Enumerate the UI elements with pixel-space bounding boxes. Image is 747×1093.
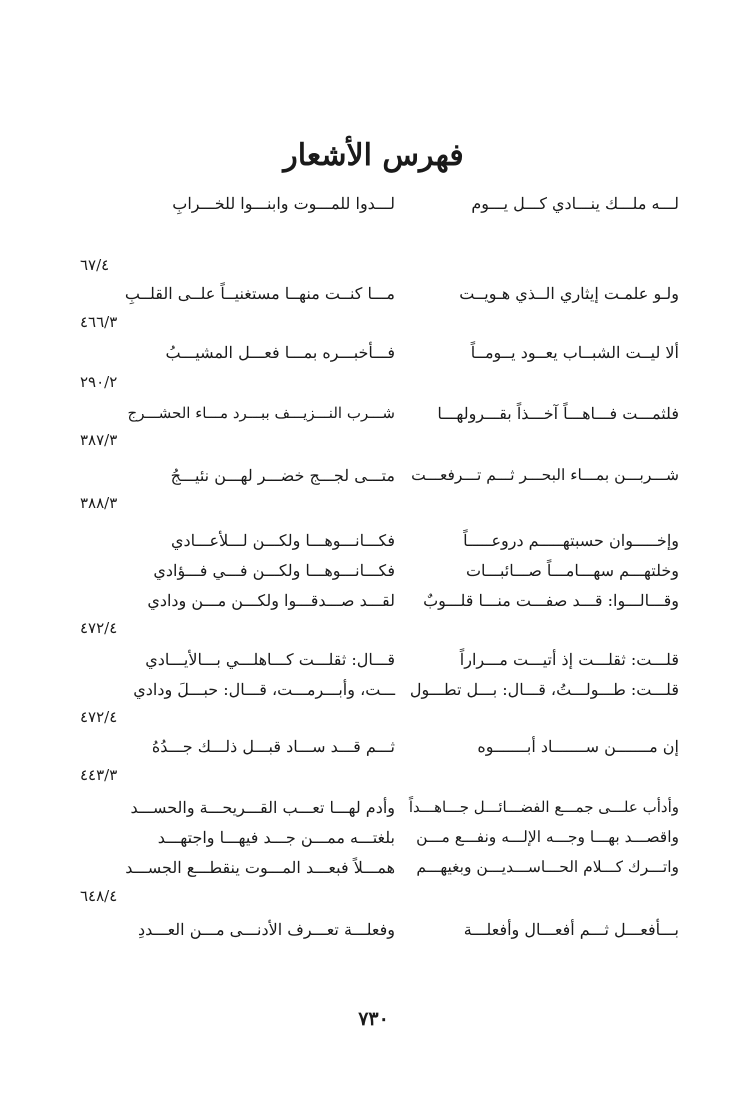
verse-second-hemistich: لقـــد صـــدقـــوا ولكـــن مـــن ودادي xyxy=(147,591,395,610)
verse-second-hemistich: متـــى لجـــج خضـــر لهـــن نئيـــجُ xyxy=(170,466,395,485)
verse-second-hemistich: وفعلـــة تعـــرف الأدنـــى مـــن العـــددِ xyxy=(137,920,395,939)
verse-first-hemistich: قلـــت: طـــولـــتُ، قـــال: بـــل تطـــول xyxy=(409,680,679,699)
verse-reference: ٣٨٨/٣ xyxy=(80,494,118,512)
verse-first-hemistich: وإخـــــوان حسبتهـــــم دروعـــــاً xyxy=(463,531,679,550)
verse-first-hemistich: ولـو علمـت إيثاري الــذي هـويــت xyxy=(459,284,679,303)
verse-first-hemistich: فلثمـــت فـــاهـــاً آخـــذاً بقـــرولهـــا xyxy=(437,404,679,423)
verse-first-hemistich: وقـــالـــوا: قـــد صفـــت منـــا قلـــوبٌ xyxy=(423,591,679,610)
verse-first-hemistich: لـــه ملـــك ينـــادي كـــل يـــوم xyxy=(471,194,679,213)
verse-second-hemistich: فـــأخبـــره بمـــا فعـــل المشيـــبُ xyxy=(165,343,395,362)
page-number: ٧٣٠ xyxy=(358,1008,389,1030)
verse-second-hemistich: فكـــانـــوهـــا ولكـــن لـــلأعـــادي xyxy=(170,531,395,550)
verse-reference: ٤٤٣/٣ xyxy=(80,766,118,784)
verse-second-hemistich: ثـــم قـــد ســـاد قبـــل ذلـــك جـــدُهُ xyxy=(151,737,395,756)
verse-reference: ٦٤٨/٤ xyxy=(80,887,118,905)
page-title: فهرس الأشعار xyxy=(283,138,464,173)
verse-first-hemistich: بـــأفعـــل ثـــم أفعـــال وأفعلـــة xyxy=(463,920,679,939)
verse-first-hemistich: واقصـــد بهـــا وجـــه الإلـــه ونفـــع مـــن xyxy=(416,828,679,846)
verse-second-hemistich: شـــرب النـــزيـــف ببـــرد مـــاء الحشـــرج xyxy=(127,404,395,422)
verse-first-hemistich: ألا ليــت الشبــاب يعــود يــومــاً xyxy=(470,343,679,362)
verse-reference: ٣٨٧/٣ xyxy=(80,431,118,449)
verse-first-hemistich: شـــربـــن بمـــاء البحـــر ثـــم تـــرفعـــت xyxy=(411,466,679,484)
verse-second-hemistich: بلغتـــه ممـــن جـــد فيهـــا واجتهـــد xyxy=(157,828,395,847)
verse-reference: ٤٧٢/٤ xyxy=(80,619,118,637)
verse-second-hemistich: مـــا كنــت منهــا مستغنيــاً علــى القلــبِ xyxy=(124,284,395,303)
verse-second-hemistich: وأدم لهـــا تعـــب القـــريحـــة والحســـد xyxy=(130,798,395,817)
verse-second-hemistich: ـــت، وأبـــرمـــت، قـــال: حبـــلَ ودادي xyxy=(133,680,395,699)
verse-first-hemistich: وأدأب علـــى جمـــع الفضـــائـــل جـــاهـــداً xyxy=(408,798,679,816)
verse-first-hemistich: إن مـــــــن ســـــــاد أبـــــــوه xyxy=(477,737,679,756)
verse-second-hemistich: فكـــانـــوهـــا ولكـــن فـــي فـــؤادي xyxy=(153,561,395,580)
verse-reference: ٤٧٢/٤ xyxy=(80,708,118,726)
verse-first-hemistich: وخلتهـــم سهـــامـــاً صـــائبـــات xyxy=(465,561,679,580)
verse-second-hemistich: همـــلاً فبعـــد المـــوت ينقطـــع الجســـد xyxy=(125,858,395,877)
verse-first-hemistich: قلـــت: ثقلـــت إذ أتيـــت مـــراراً xyxy=(459,650,679,669)
verse-second-hemistich: لـــدوا للمـــوت وابنـــوا للخـــرابِ xyxy=(172,194,395,213)
verse-reference: ٤٦٦/٣ xyxy=(80,313,118,331)
verse-reference: ٢٩٠/٢ xyxy=(80,373,118,391)
verse-first-hemistich: واتـــرك كـــلام الحـــاســـديـــن وبغيهـــم xyxy=(416,858,679,876)
verse-second-hemistich: قـــال: ثقلـــت كـــاهلـــي بـــالأيـــادي xyxy=(145,650,395,669)
verse-reference: ٦٧/٤ xyxy=(80,256,110,274)
